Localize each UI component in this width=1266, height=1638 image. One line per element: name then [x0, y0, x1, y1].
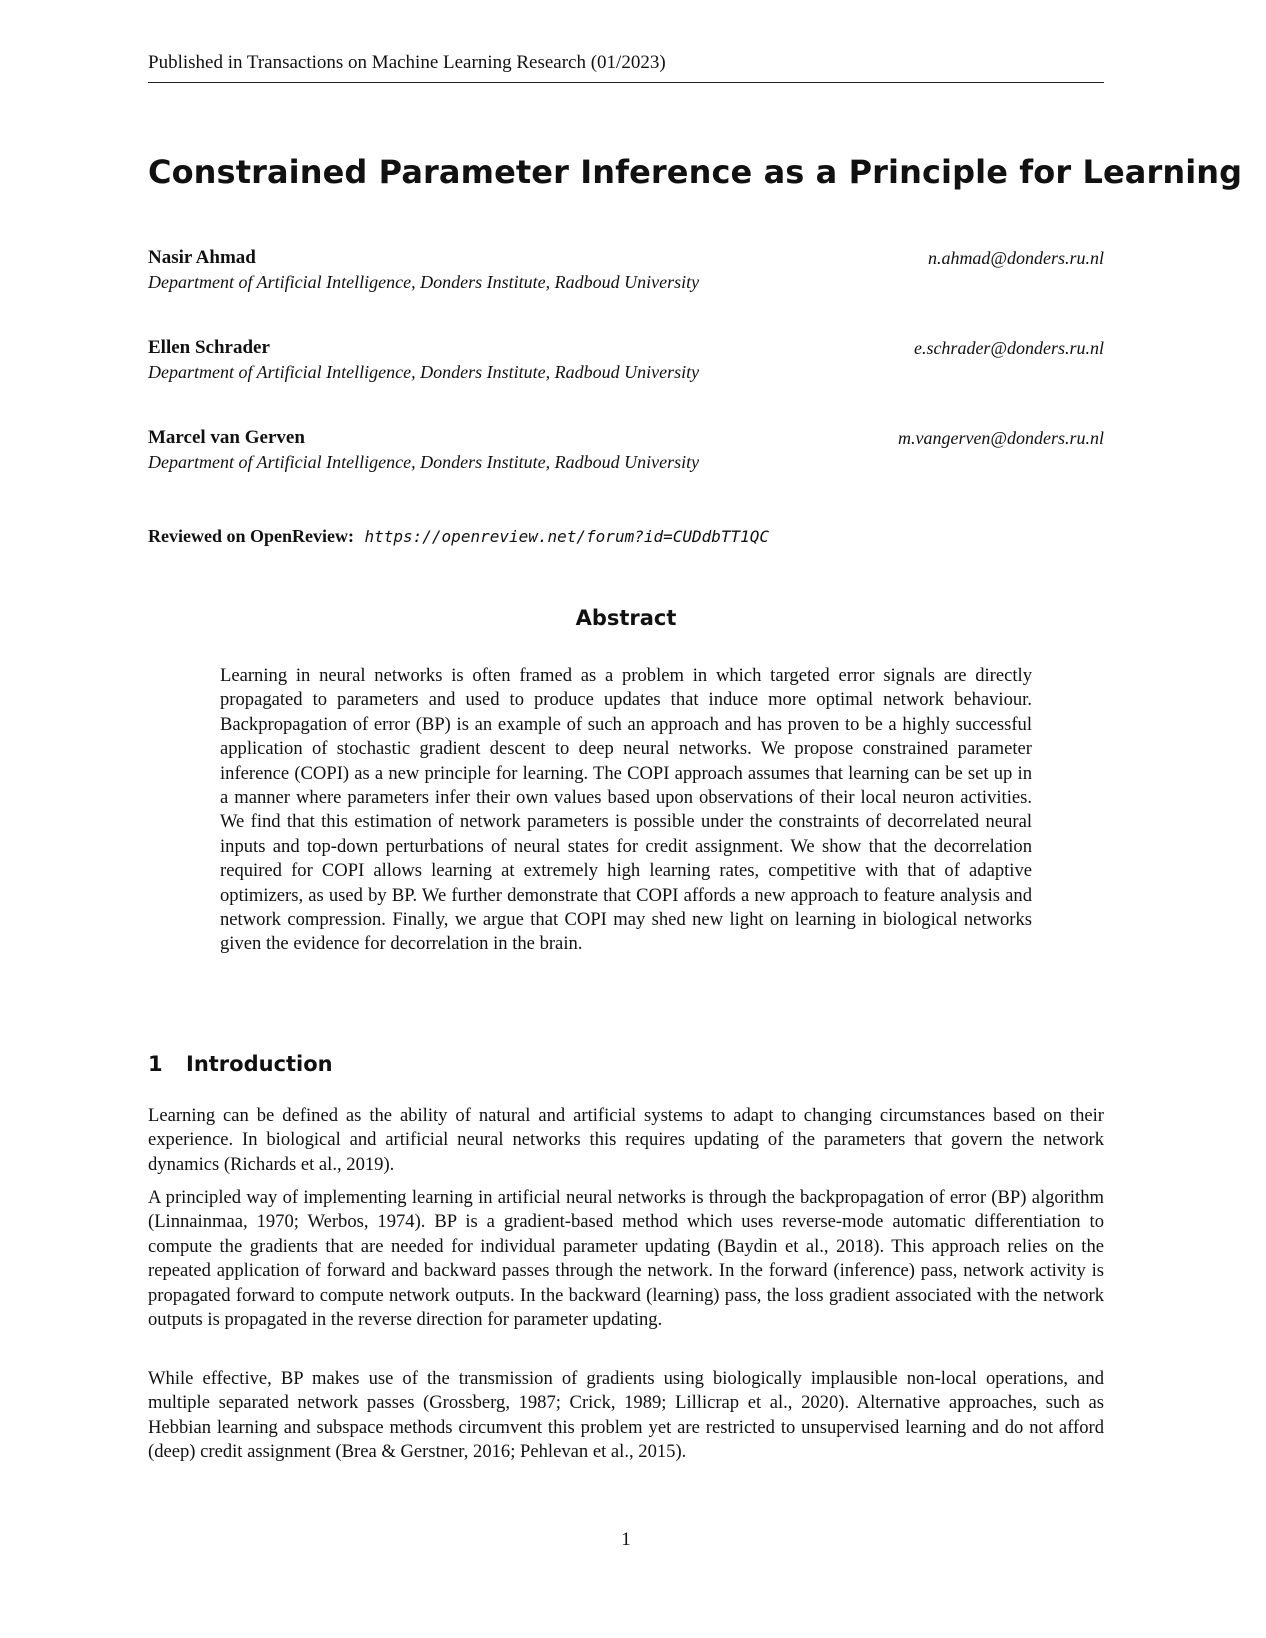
author-block — [148, 246, 1104, 294]
section-number: 1 — [148, 1052, 163, 1076]
review-label: Reviewed on OpenReview: — [148, 526, 354, 546]
openreview-link[interactable]: https://openreview.net/forum?id=CUDdbTT1QC — [364, 527, 770, 546]
section-heading — [148, 1050, 333, 1078]
abstract-heading: Abstract — [575, 606, 677, 630]
author-email: e.schrader@donders.ru.nl — [913, 338, 1104, 358]
author-block — [148, 336, 1104, 384]
author-name: Marcel van Gerven — [148, 427, 305, 448]
abstract-text: Learning in neural networks is often framed as a problem in which targeted error signals are directly propagated to parameters and used to produce updates that induce more optimal network behaviour. Backpropagation of error (BP) is an example of such an approach and has proven to be a highly successful application of stochastic gradient descent to deep neural networks. We propose constrained parameter inference (COPI) as a new principle for learning. The COPI approach assumes that learning can be set up in a manner where parameters infer their own values based upon observations of their local neuron activities. We find that this estimation of network parameters is possible under the constraints of decorrelated neural inputs and top-down perturbations of neural states for credit assignment. We show that the decorrelation required for COPI allows learning at extremely high learning rates, competitive with that of adaptive optimizers, as used by BP. We further demonstrate that COPI affords a new approach to feature analysis and network compression. Finally, we argue that COPI may shed new light on learning in biological networks given the evidence for decorrelation in the brain. — [220, 665, 1032, 955]
section-title: Introduction — [186, 1052, 333, 1076]
author-name: Nasir Ahmad — [148, 247, 256, 268]
paragraph: Learning can be defined as the ability of natural and artificial systems to adapt to changing circumstances based on their experience. In biological and artificial neural networks this requires updating of the parameters that govern the network dynamics (Richards et al., 2019). — [148, 1105, 1104, 1175]
paper-title: Constrained Parameter Inference as a Principle for Learning — [148, 153, 1243, 191]
author-email: n.ahmad@donders.ru.nl — [927, 248, 1104, 268]
author-name: Ellen Schrader — [148, 337, 270, 358]
paragraph: A principled way of implementing learning in artificial neural networks is through the backpropagation of error (BP) algorithm (Linnainmaa, 1970; Werbos, 1974). BP is a gradient-based method which uses reverse-mode automatic differentiation to compute the gradients that are needed for individual parameter updating (Baydin et al., 2018). This approach relies on the repeated application of forward and backward passes through the network. In the forward (inference) pass, network activity is propagated forward to compute network outputs. In the backward (learning) pass, the loss gradient associated with the network outputs is propagated in the reverse direction for parameter updating. — [148, 1187, 1104, 1331]
review-line — [148, 524, 769, 549]
author-affiliation: Department of Artificial Intelligence, Donders Institute, Radboud University — [148, 362, 700, 382]
paragraph: While effective, BP makes use of the transmission of gradients using biologically implausible non-local operations, and multiple separated network passes (Grossberg, 1987; Crick, 1989; Lillicrap et al., 2020). Alternative approaches, such as Hebbian learning and subspace methods circumvent this problem yet are restricted to unsupervised learning and do not afford (deep) credit assignment (Brea & Gerstner, 2016; Pehlevan et al., 2015). — [148, 1368, 1104, 1463]
author-email: m.vangerven@donders.ru.nl — [897, 428, 1104, 448]
author-affiliation: Department of Artificial Intelligence, Donders Institute, Radboud University — [148, 272, 700, 292]
author-affiliation: Department of Artificial Intelligence, Donders Institute, Radboud University — [148, 452, 700, 472]
page-number: 1 — [621, 1529, 631, 1550]
author-block — [148, 426, 1104, 474]
running-head: Published in Transactions on Machine Learning Research (01/2023) — [148, 50, 1104, 83]
